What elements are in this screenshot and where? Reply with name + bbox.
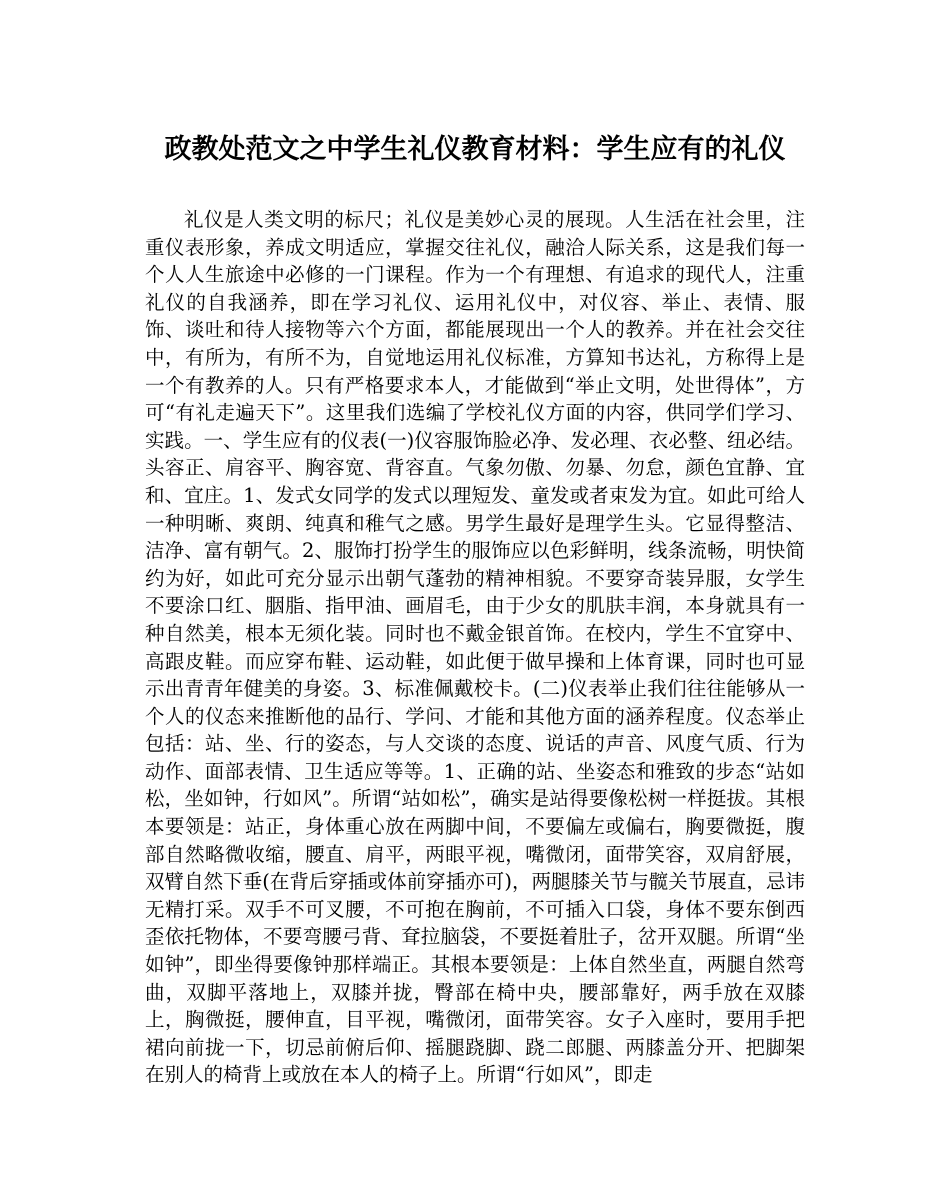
body-paragraph: 礼仪是人类文明的标尺；礼仪是美妙心灵的展现。人生活在社会里，注重仪表形象，养成文明适应，掌握交往礼仪，融洽人际关系，这是我们每一个人人生旅途中必修的一门课程。作为一个有理想、有追求的现代人，注重礼仪的自我涵养，即在学习礼仪、运用礼仪中，对仪容、举止、表情、服饰、谈吐和待人接物等六个方面，都能展现出一个人的教养。并在社会交往中，有所为，有所不为，自觉地运用礼仪标准，方算知书达礼，方称得上是一个有教养的人。只有严格要求本人，才能做到“举止文明，处世得体”，方可“有礼走遍天下”。这里我们选编了学校礼仪方面的内容，供同学们学习、实践。一、学生应有的仪表(一)仪容服饰脸必净、发必理、衣必整、纽必结。头容正、肩容平、胸容宽、背容直。气象勿傲、勿暴、勿怠，颜色宜静、宜和、宜庄。1、发式女同学的发式以理短发、童发或者束发为宜。如此可给人一种明晰、爽朗、纯真和稚气之感。男学生最好是理学生头。它显得整洁、洁净、富有朝气。2、服饰打扮学生的服饰应以色彩鲜明，线条流畅，明快简约为好，如此可充分显示出朝气蓬勃的精神相貌。不要穿奇装异服，女学生不要涂口红、胭脂、指甲油、画眉毛，由于少女的肌肤丰润，本身就具有一种自然美，根本无须化装。同时也不戴金银首饰。在校内，学生不宜穿中、高跟皮鞋。而应穿布鞋、运动鞋，如此便于做早操和上体育课，同时也可显示出青青年健美的身姿。3、标准佩戴校卡。(二)仪表举止我们往往能够从一个人的仪态来推断他的品行、学问、才能和其他方面的涵养程度。仪态举止包括：站、坐、行的姿态，与人交谈的态度、说话的声音、风度气质、行为动作、面部表情、卫生适应等等。1、正确的站、坐姿态和雅致的步态“站如松，坐如钟，行如风”。所谓“站如松”，确实是站得要像松树一样挺拔。其根本要领是：站正，身体重心放在两脚中间，不要偏左或偏右，胸要微挺，腹部自然略微收缩，腰直、肩平，两眼平视，嘴微闭，面带笑容，双肩舒展，双臂自然下垂(在背后穿插或体前穿插亦可)，两腿膝关节与髋关节展直，忌讳无精打采。双手不可叉腰，不可抱在胸前，不可插入口袋，身体不要东倒西歪依托物体，不要弯腰弓背、耷拉脑袋，不要挺着肚子，岔开双腿。所谓“坐如钟”，即坐得要像钟那样端正。其根本要领是：上体自然坐直，两腿自然弯曲，双脚平落地上，双膝并拢，臀部在椅中央，腰部靠好，两手放在双膝上，胸微挺，腰伸直，目平视，嘴微闭，面带笑容。女子入座时，要用手把裙向前拢一下，切忌前俯后仰、摇腿跷脚、跷二郎腿、两膝盖分开、把脚架在别人的椅背上或放在本人的椅子上。所谓“行如风”，即走 <box>145 208 805 1087</box>
document-title: 政教处范文之中学生礼仪教育材料：学生应有的礼仪 <box>164 134 786 165</box>
